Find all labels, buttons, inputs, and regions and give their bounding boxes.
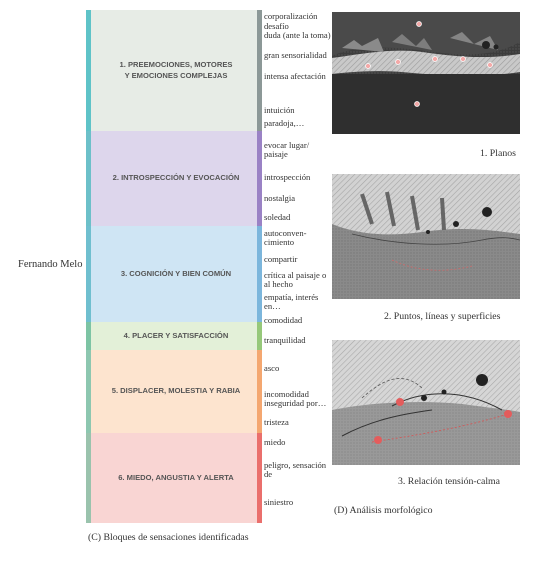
item-label: intuición <box>264 106 295 115</box>
item-label: corporalización <box>264 12 318 21</box>
block-accent-bar <box>86 322 91 350</box>
sensation-items <box>262 10 334 523</box>
item-label: desafío <box>264 22 289 31</box>
item-label: duda (ante la toma) <box>264 31 331 40</box>
photo-puntos <box>332 174 520 299</box>
item-label: soledad <box>264 213 291 222</box>
block-placer <box>86 322 262 350</box>
item-label: incomodidad <box>264 390 309 399</box>
author-name: Fernando Melo <box>18 259 83 270</box>
item-label: tranquilidad <box>264 336 306 345</box>
block-title: 2. INTROSPECCIÓN Y EVOCACIÓN <box>112 173 240 183</box>
item-label: inseguridad por… <box>264 399 327 408</box>
photo-planos <box>332 12 520 134</box>
block-displacer <box>86 350 262 433</box>
block-title: 5. DISPLACER, MOLESTIA Y RABIA <box>111 386 241 396</box>
block-title: 4. PLACER Y SATISFACCIÓN <box>123 330 229 340</box>
item-label: evocar lugar/ paisaje <box>264 141 310 160</box>
item-label: asco <box>264 364 280 373</box>
sensation-blocks <box>86 10 262 523</box>
item-label: comodidad <box>264 316 303 325</box>
block-cognicion <box>86 226 262 322</box>
block-introspeccion <box>86 131 262 226</box>
photo-puntos-image <box>332 174 520 299</box>
block-preemociones <box>86 10 262 131</box>
block-title: 3. COGNICIÓN Y BIEN COMÚN <box>120 268 232 278</box>
item-label: siniestro <box>264 498 294 507</box>
item-label: crítica al paisaje o al hecho <box>264 271 327 290</box>
item-label: introspección <box>264 173 311 182</box>
photo-label-tension: 3. Relación tensión-calma <box>398 476 501 487</box>
photo-tension <box>332 340 520 465</box>
block-title: 6. MIEDO, ANGUSTIA Y ALERTA <box>118 472 234 482</box>
photo-planos-image <box>332 12 520 134</box>
item-label: peligro, sensación de <box>264 461 327 480</box>
block-accent-bar <box>86 10 91 131</box>
photo-label-puntos: 2. Puntos, líneas y superficies <box>384 311 501 322</box>
block-miedo <box>86 433 262 523</box>
item-label: tristeza <box>264 418 289 427</box>
block-title: 1. PREEMOCIONES, MOTORES Y EMOCIONES COMPLEJAS <box>119 60 233 80</box>
caption-d: (D) Análisis morfológico <box>334 505 433 516</box>
item-label: paradoja,… <box>264 119 305 128</box>
block-accent-bar <box>86 350 91 433</box>
item-label: autoconven-cimiento <box>264 229 307 248</box>
block-accent-bar <box>86 131 91 226</box>
item-label: empatía, interés en… <box>264 293 319 312</box>
item-label: intensa afectación <box>264 72 326 81</box>
caption-c: (C) Bloques de sensaciones identificadas <box>88 532 249 543</box>
item-label: nostalgia <box>264 194 296 203</box>
block-accent-bar <box>86 226 91 322</box>
item-label: gran sensorialidad <box>264 51 327 60</box>
block-accent-bar <box>86 433 91 523</box>
item-label: miedo <box>264 438 286 447</box>
item-label: compartir <box>264 255 298 264</box>
photo-tension-image <box>332 340 520 465</box>
photo-label-planos: 1. Planos <box>480 148 516 159</box>
